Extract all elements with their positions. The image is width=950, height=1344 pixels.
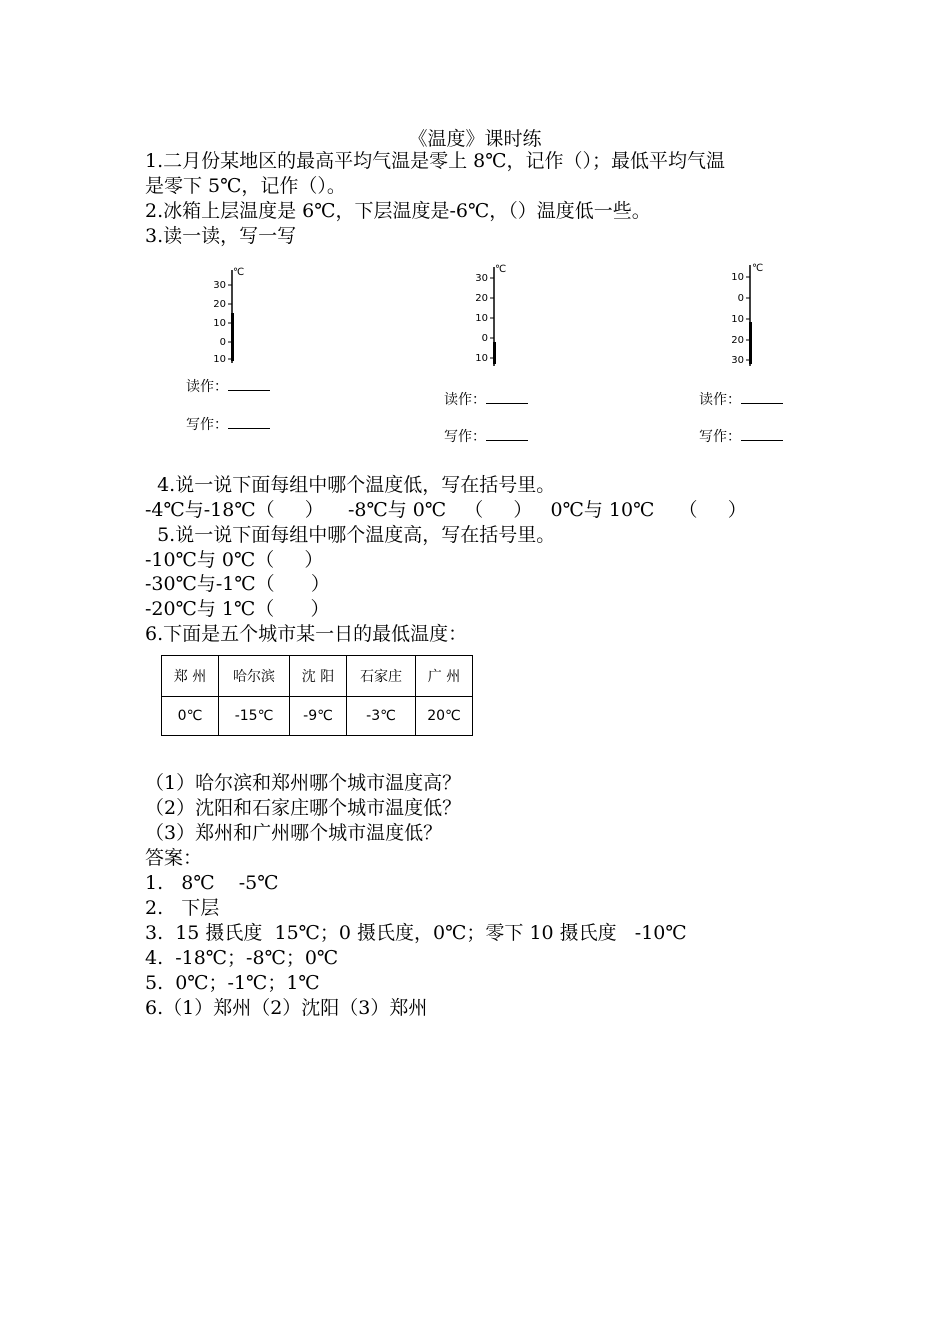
question-1-line-2: 是零下 5℃，记作（）。 <box>145 175 346 197</box>
read-blank[interactable] <box>741 391 783 404</box>
thermometer-1 <box>200 265 260 370</box>
question-3: 3.读一读，写一写 <box>145 225 297 247</box>
table-cell: -3℃ <box>347 697 416 736</box>
answer-line: 2. 下层 <box>145 897 220 919</box>
city-temperature-table <box>161 655 473 736</box>
page-title: 《温度》课时练 <box>408 128 542 150</box>
thermometer-3-read: 读作： <box>699 389 783 409</box>
question-5-item: -10℃与 0℃（ ） <box>145 549 324 571</box>
question-6: 6.下面是五个城市某一日的最低温度： <box>145 623 468 645</box>
write-blank[interactable] <box>741 428 783 441</box>
table-header: 广 州 <box>416 656 473 697</box>
thermometer-2-write: 写作： <box>444 426 528 446</box>
thermometer-2-tick: 10 <box>475 353 488 364</box>
thermometer-2-tick: 0 <box>481 333 488 344</box>
question-5: 5.说一说下面每组中哪个温度高，写在括号里。 <box>145 524 556 546</box>
read-blank[interactable] <box>486 391 528 404</box>
thermometer-3-tick: 10 <box>731 314 744 325</box>
answer-line: 4. -18℃；-8℃；0℃ <box>145 947 339 969</box>
thermometer-1-write: 写作： <box>186 414 270 434</box>
thermometer-2 <box>458 262 518 370</box>
thermometer-1-read: 读作： <box>186 376 270 396</box>
table-cell: -15℃ <box>219 697 290 736</box>
write-blank[interactable] <box>486 428 528 441</box>
thermometer-1-unit: ℃ <box>233 267 245 278</box>
question-6-sub: （3）郑州和广州哪个城市温度低？ <box>145 822 443 844</box>
thermometer-3-unit: ℃ <box>752 263 764 274</box>
table-header: 沈 阳 <box>290 656 347 697</box>
thermometer-1-tick: 30 <box>213 280 226 291</box>
thermometer-2-tick: 20 <box>475 293 488 304</box>
answer-line: 6.（1）郑州（2）沈阳（3）郑州 <box>145 997 428 1019</box>
question-5-item: -30℃与-1℃（ ） <box>145 573 330 595</box>
read-blank[interactable] <box>228 378 270 391</box>
thermometer-2-read: 读作： <box>444 389 528 409</box>
thermometer-2-tick: 10 <box>475 313 488 324</box>
table-cell: 0℃ <box>162 697 219 736</box>
thermometer-2-tick: 30 <box>475 273 488 284</box>
thermometer-3-write: 写作： <box>699 426 783 446</box>
question-6-sub: （2）沈阳和石家庄哪个城市温度低？ <box>145 797 462 819</box>
thermometer-3 <box>716 260 776 370</box>
thermometer-1-tick: 20 <box>213 299 226 310</box>
thermometer-1-tick: 10 <box>213 318 226 329</box>
question-5-item: -20℃与 1℃（ ） <box>145 598 330 620</box>
table-header: 哈尔滨 <box>219 656 290 697</box>
table-cell: -9℃ <box>290 697 347 736</box>
write-blank[interactable] <box>228 416 270 429</box>
thermometer-1-tick: 10 <box>213 354 226 365</box>
table-header: 石家庄 <box>347 656 416 697</box>
question-1-line-1: 1.二月份某地区的最高平均气温是零上 8℃，记作（）；最低平均气温 <box>145 150 726 172</box>
question-4-items: -4℃与-18℃（ ） -8℃与 0℃ （ ） 0℃与 10℃ （ ） <box>145 499 747 521</box>
thermometer-2-unit: ℃ <box>495 264 507 275</box>
question-2: 2.冰箱上层温度是 6℃，下层温度是-6℃，（）温度低一些。 <box>145 200 651 222</box>
thermometer-3-tick: 10 <box>731 272 744 283</box>
thermometer-3-tick: 20 <box>731 335 744 346</box>
thermometer-3-tick: 30 <box>731 355 744 366</box>
thermometer-3-tick: 0 <box>737 293 744 304</box>
question-6-sub: （1）哈尔滨和郑州哪个城市温度高？ <box>145 772 462 794</box>
table-header: 郑 州 <box>162 656 219 697</box>
answer-line: 3. 15 摄氏度 15℃；0 摄氏度，0℃；零下 10 摄氏度 -10℃ <box>145 922 687 944</box>
answer-line: 5. 0℃；-1℃；1℃ <box>145 972 320 994</box>
thermometer-1-tick: 0 <box>219 337 226 348</box>
question-4: 4.说一说下面每组中哪个温度低，写在括号里。 <box>145 474 556 496</box>
answers-title: 答案： <box>145 847 203 869</box>
table-cell: 20℃ <box>416 697 473 736</box>
answer-line: 1. 8℃ -5℃ <box>145 872 279 894</box>
